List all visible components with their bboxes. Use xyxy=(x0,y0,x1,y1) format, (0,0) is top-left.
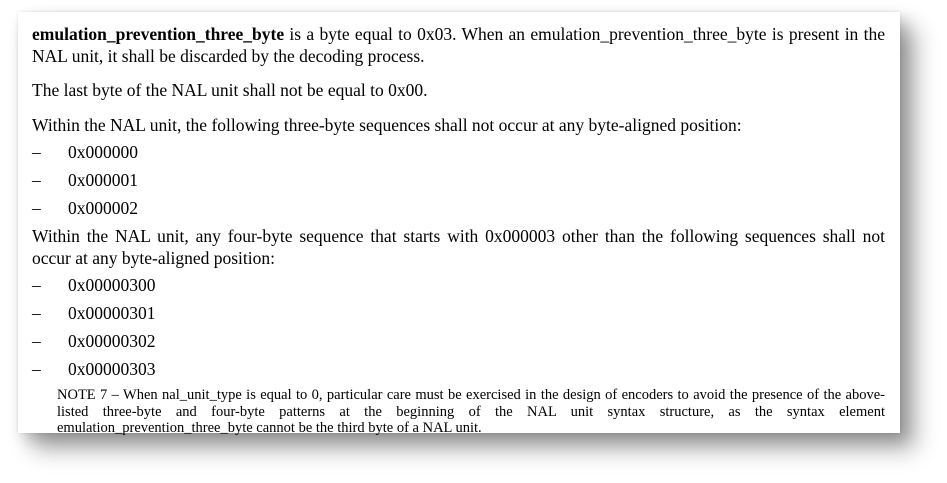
list-item xyxy=(32,303,885,325)
list-item xyxy=(32,359,885,381)
dash-bullet: – xyxy=(32,359,41,379)
dash-bullet: – xyxy=(32,275,41,295)
dash-bullet: – xyxy=(32,303,41,323)
paragraph-three-byte-intro: Within the NAL unit, the following three-byte sequences shall not occur at any byte-aligned position: xyxy=(32,114,742,135)
dash-bullet: – xyxy=(32,170,41,190)
hex-value: 0x000001 xyxy=(68,170,138,190)
hex-value: 0x00000301 xyxy=(68,303,156,323)
note-7-paragraph: NOTE 7 – When nal_unit_type is equal to 0, particular care must be exercised in the design of encoders to avoid the presence of the above-listed three-byte and four-byte patterns at the beginning of the NAL unit syntax structure, as the syntax element emulation_prevention_three_byte cannot be the third byte of a NAL unit. xyxy=(57,387,885,437)
list-item xyxy=(32,275,885,297)
list-item xyxy=(32,331,885,353)
document-page xyxy=(18,12,900,437)
four-byte-sequence-list xyxy=(32,275,885,381)
paragraph-last-byte-constraint: The last byte of the NAL unit shall not be equal to 0x00. xyxy=(32,80,428,100)
paragraph-emulation-prevention-definition xyxy=(32,24,885,67)
list-item xyxy=(32,142,885,164)
paragraph-emulation-prevention-text: is a byte equal to 0x03. When an emulation_prevention_three_byte is present in the NAL unit, it shall be discarded by the decoding process. xyxy=(32,24,885,66)
hex-value: 0x00000303 xyxy=(68,359,156,379)
dash-bullet: – xyxy=(32,198,41,218)
list-item xyxy=(32,198,885,220)
hex-value: 0x00000300 xyxy=(68,275,156,295)
dash-bullet: – xyxy=(32,331,41,351)
hex-value: 0x000000 xyxy=(68,142,138,162)
list-item xyxy=(32,170,885,192)
hex-value: 0x000002 xyxy=(68,198,138,218)
paragraph-four-byte-intro: Within the NAL unit, any four-byte sequence that starts with 0x000003 other than the following sequences shall not occur at any byte-aligned position: xyxy=(32,226,885,268)
three-byte-sequence-list xyxy=(32,142,885,220)
dash-bullet: – xyxy=(32,142,41,162)
hex-value: 0x00000302 xyxy=(68,331,156,351)
syntax-element-term: emulation_prevention_three_byte xyxy=(32,24,285,44)
